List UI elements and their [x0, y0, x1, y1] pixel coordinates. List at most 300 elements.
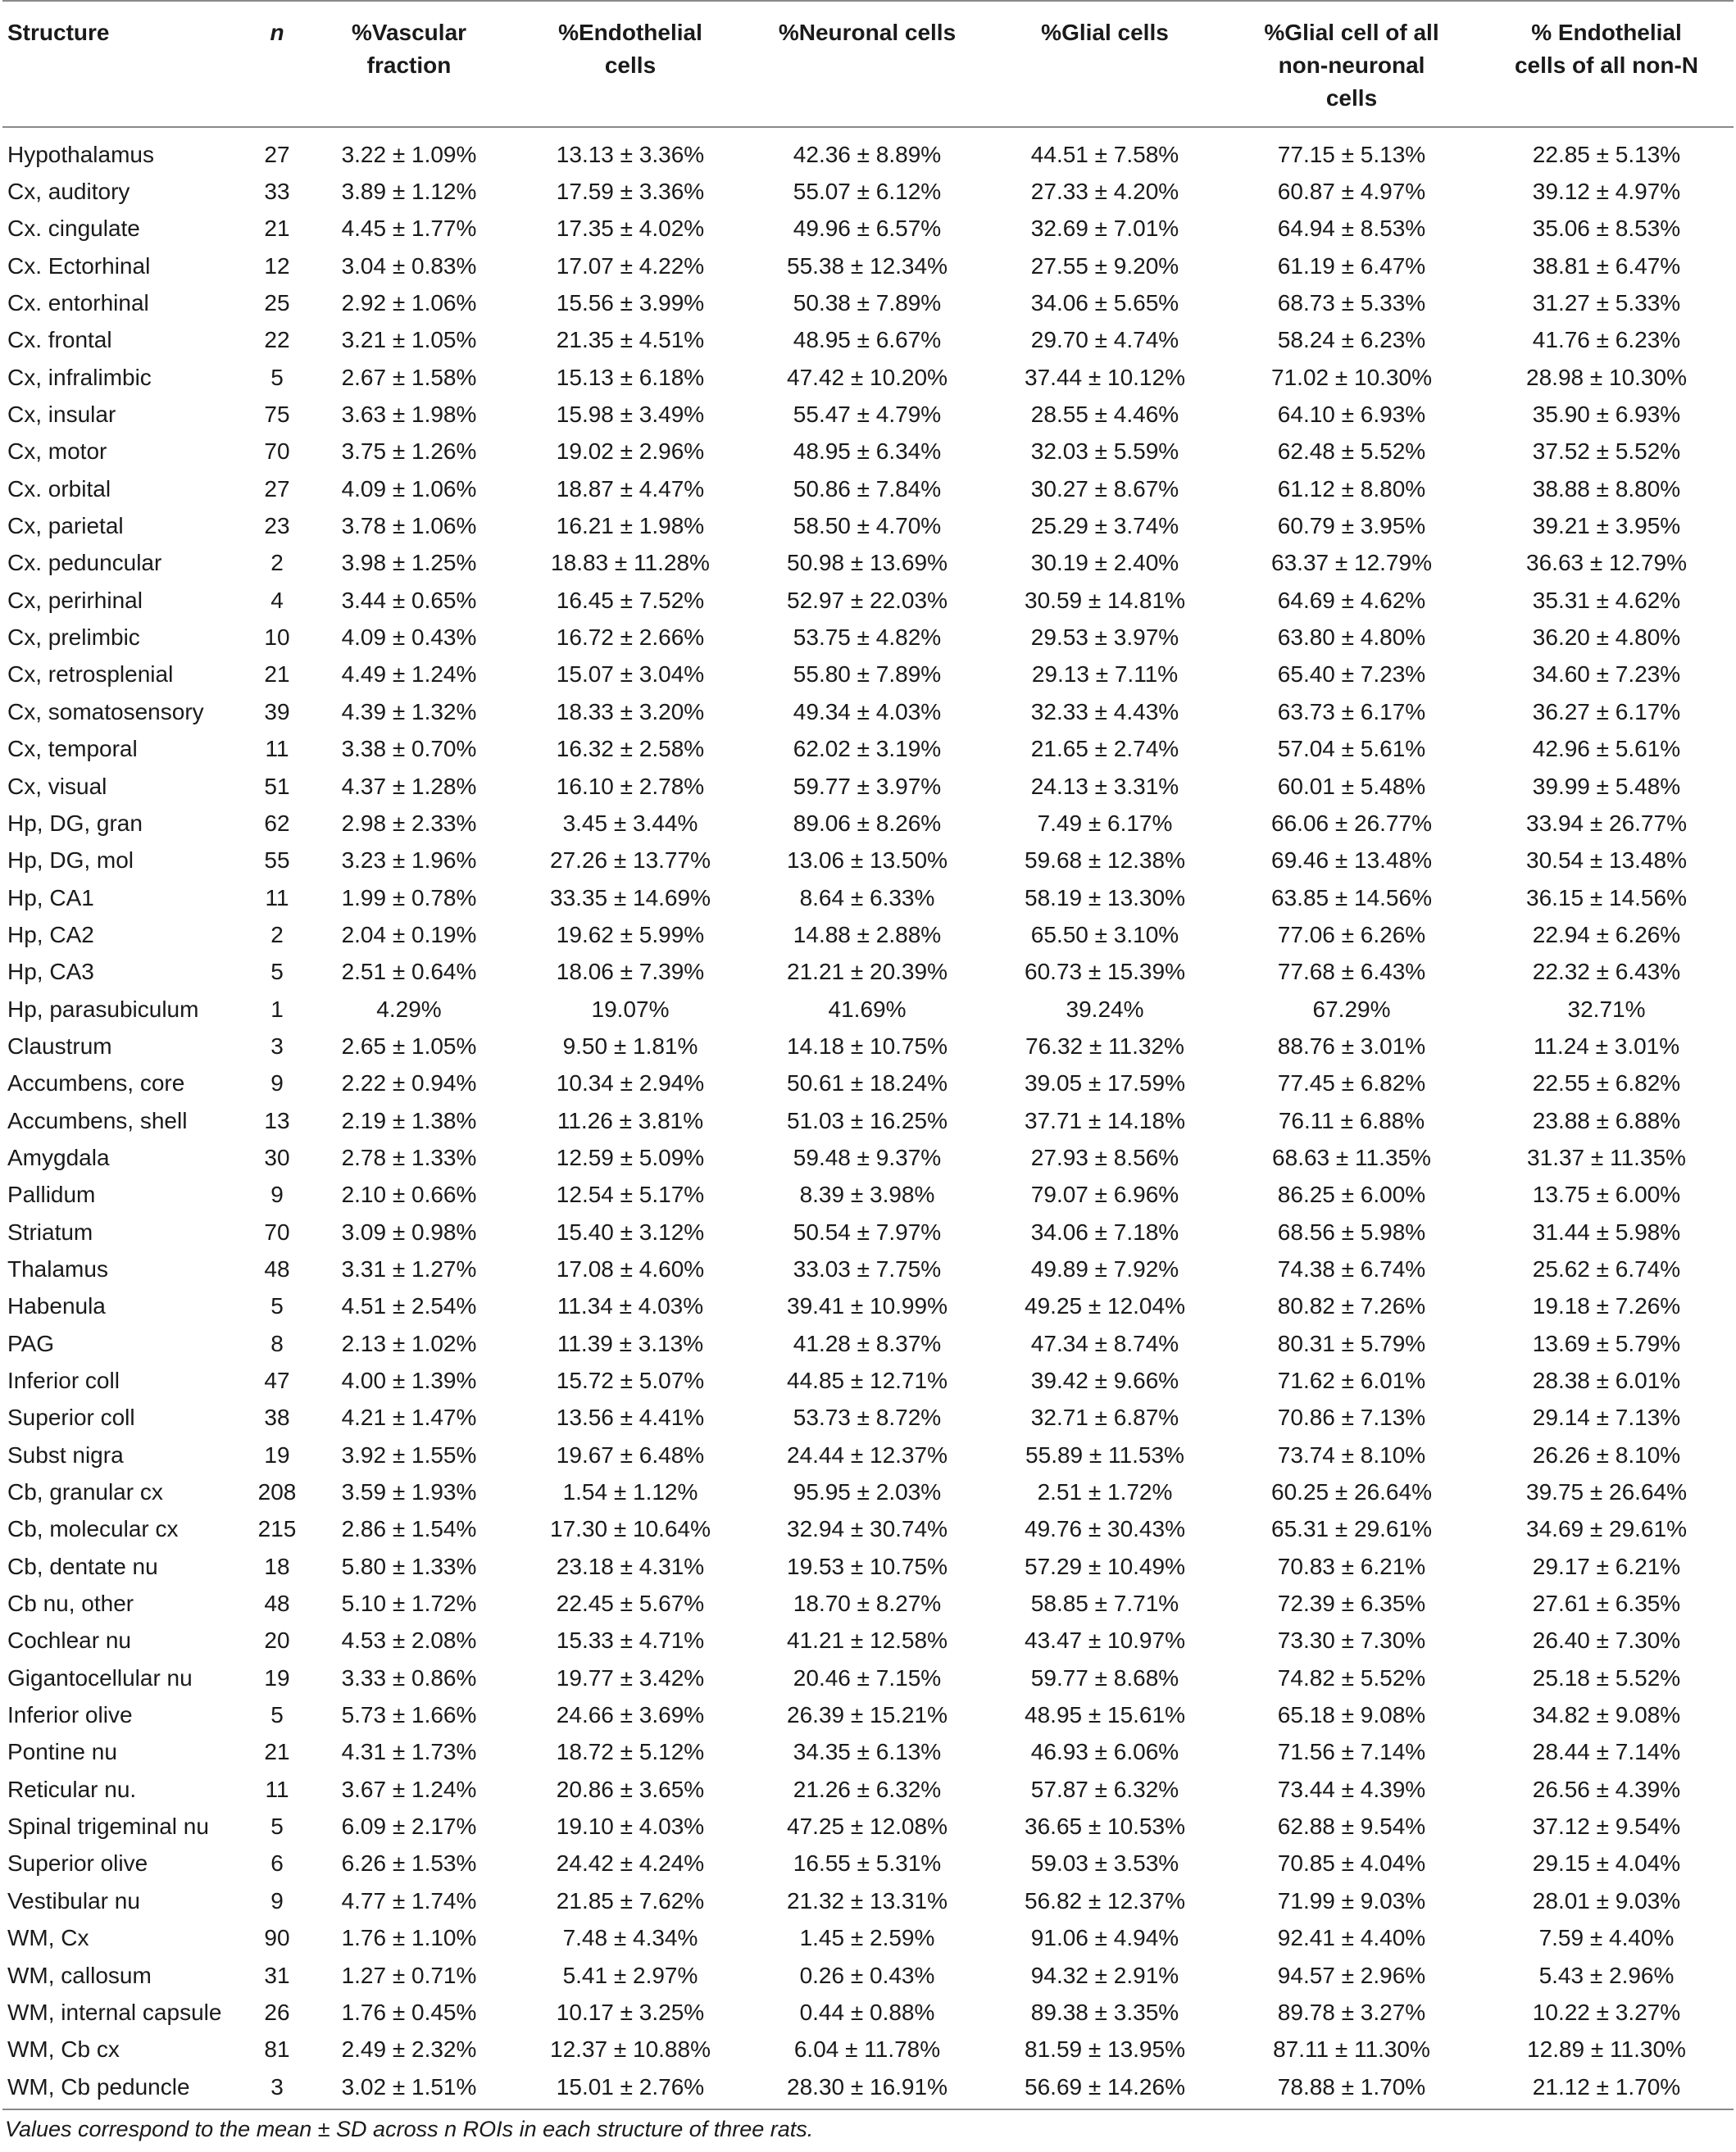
cell-vascular: 4.09 ± 1.06%	[341, 475, 477, 502]
cell-vascular: 2.10 ± 0.66%	[341, 1182, 477, 1208]
cell-neuronal: 6.04 ± 11.78%	[793, 2036, 941, 2063]
cell-neuronal: 13.06 ± 13.50%	[787, 847, 948, 874]
table-row	[2, 1548, 1734, 1585]
cell-endothelial: 15.56 ± 3.99%	[556, 290, 705, 316]
cell-vascular: 3.33 ± 0.86%	[341, 1664, 477, 1691]
cell-endothelial-non-n: 37.12 ± 9.54%	[1532, 1814, 1681, 1840]
cell-vascular: 3.02 ± 1.51%	[306, 2068, 512, 2109]
cell-endothelial: 15.72 ± 5.07%	[556, 1368, 705, 1394]
cell-endothelial: 17.59 ± 3.36%	[556, 179, 705, 205]
cell-structure: Cx, prelimbic	[7, 624, 140, 651]
cell-neuronal: 55.38 ± 12.34%	[787, 252, 948, 279]
cell-endothelial: 13.13 ± 3.36%	[556, 141, 705, 167]
cell-endothelial-non-n: 29.17 ± 6.21%	[1532, 1553, 1681, 1579]
cell-glial: 25.29 ± 3.74%	[1030, 513, 1179, 539]
cell-structure: Cb, molecular cx	[7, 1516, 179, 1542]
cell-glial: 36.65 ± 10.53%	[1025, 1814, 1185, 1840]
table-row	[2, 1585, 1734, 1622]
cell-structure: Pallidum	[7, 1182, 96, 1208]
cell-structure: Cx. orbital	[7, 475, 111, 502]
cell-neuronal: 49.96 ± 6.57%	[793, 216, 942, 242]
cell-n: 11	[265, 884, 289, 910]
cell-structure: Claustrum	[7, 1033, 112, 1059]
cell-glial-non-neuronal: 70.86 ± 7.13%	[1277, 1405, 1426, 1431]
table-row	[2, 805, 1734, 842]
cell-endothelial-non-n: 22.85 ± 5.13%	[1532, 141, 1681, 167]
cell-neuronal: 21.21 ± 20.39%	[787, 959, 948, 985]
cell-endothelial: 23.18 ± 4.31%	[556, 1553, 705, 1579]
cell-n: 47	[264, 1368, 290, 1394]
cell-glial-non-neuronal: 77.06 ± 6.26%	[1277, 921, 1426, 947]
table-row	[2, 582, 1734, 619]
cell-glial-non-neuronal: 80.31 ± 5.79%	[1277, 1330, 1426, 1356]
cell-neuronal: 52.97 ± 22.03%	[787, 587, 948, 613]
table-row	[2, 1288, 1734, 1325]
cell-glial-non-neuronal: 64.69 ± 4.62%	[1277, 587, 1426, 613]
table-header	[2, 1, 1734, 127]
cell-vascular: 4.29%	[376, 996, 442, 1022]
table-row	[2, 768, 1734, 805]
cell-neuronal: 14.18 ± 10.75%	[787, 1033, 948, 1059]
cell-neuronal: 33.03 ± 7.75%	[793, 1255, 942, 1282]
cell-endothelial-non-n: 28.38 ± 6.01%	[1532, 1368, 1681, 1394]
cell-neuronal: 48.95 ± 6.34%	[793, 438, 942, 465]
cell-structure: Thalamus	[7, 1255, 108, 1282]
cell-glial-non-neuronal: 60.25 ± 26.64%	[1271, 1479, 1432, 1505]
cell-endothelial-non-n: 13.75 ± 6.00%	[1532, 1182, 1681, 1208]
cell-neuronal: 41.28 ± 8.37%	[793, 1330, 942, 1356]
cell-endothelial: 17.07 ± 4.22%	[556, 252, 705, 279]
cell-glial-non-neuronal: 63.37 ± 12.79%	[1271, 550, 1432, 576]
cell-glial: 39.05 ± 17.59%	[1025, 1070, 1185, 1096]
cell-vascular: 2.92 ± 1.06%	[341, 290, 477, 316]
cell-endothelial-non-n: 36.15 ± 14.56%	[1526, 884, 1687, 910]
cell-glial: 57.87 ± 6.32%	[1030, 1776, 1179, 1802]
cell-vascular: 4.37 ± 1.28%	[341, 773, 477, 799]
table-row	[2, 1659, 1734, 1696]
cell-structure: WM, Cb cx	[7, 2036, 120, 2063]
table-row	[2, 1920, 1734, 1957]
cell-n: 55	[264, 847, 290, 874]
cell-structure: Cb nu, other	[7, 1591, 134, 1617]
cell-neuronal: 59.48 ± 9.37%	[793, 1144, 942, 1170]
cell-endothelial-non-n: 23.88 ± 6.88%	[1532, 1107, 1681, 1133]
cell-endothelial-non-n: 31.44 ± 5.98%	[1532, 1219, 1681, 1245]
cell-endothelial: 12.37 ± 10.88%	[550, 2036, 711, 2063]
cell-n: 12	[264, 252, 290, 279]
cell-endothelial-non-n: 39.75 ± 26.64%	[1526, 1479, 1687, 1505]
cell-n: 25	[264, 290, 290, 316]
cell-structure: Accumbens, shell	[7, 1107, 188, 1133]
cell-endothelial: 19.02 ± 2.96%	[556, 438, 705, 465]
cell-endothelial: 19.07%	[591, 996, 670, 1022]
cell-neuronal: 53.73 ± 8.72%	[793, 1405, 942, 1431]
cell-glial-non-neuronal: 73.30 ± 7.30%	[1277, 1628, 1426, 1654]
cell-endothelial-non-n: 38.81 ± 6.47%	[1532, 252, 1681, 279]
cell-glial-non-neuronal: 87.11 ± 11.30%	[1273, 2036, 1430, 2063]
cell-structure: Cx, temporal	[7, 736, 138, 762]
cell-glial-non-neuronal: 61.12 ± 8.80%	[1277, 475, 1426, 502]
table-row	[2, 1846, 1734, 1882]
cell-glial-non-neuronal: 68.73 ± 5.33%	[1277, 290, 1426, 316]
cell-endothelial: 17.08 ± 4.60%	[556, 1255, 705, 1282]
cell-neuronal: 0.26 ± 0.43%	[799, 1962, 935, 1988]
cell-glial: 59.77 ± 8.68%	[1030, 1664, 1179, 1691]
table-row	[2, 507, 1734, 544]
cell-glial: 91.06 ± 4.94%	[1030, 1925, 1179, 1951]
cell-n: 11	[265, 1776, 289, 1802]
cell-glial: 29.13 ± 7.11%	[1031, 661, 1179, 688]
cell-endothelial-non-n: 31.37 ± 11.35%	[1527, 1144, 1686, 1170]
cell-endothelial: 15.98 ± 3.49%	[556, 402, 705, 428]
table-row	[2, 1028, 1734, 1065]
cell-vascular: 2.49 ± 2.32%	[341, 2036, 477, 2063]
cell-glial: 49.25 ± 12.04%	[1025, 1293, 1185, 1319]
cell-endothelial-non-n: 25.62 ± 6.74%	[1532, 1255, 1681, 1282]
cell-n: 10	[264, 624, 290, 651]
cell-n: 90	[264, 1925, 290, 1951]
table-row	[2, 211, 1734, 247]
cell-endothelial: 11.26 ± 3.81%	[557, 1107, 704, 1133]
table-row	[2, 1994, 1734, 2031]
cell-endothelial: 22.45 ± 5.67%	[556, 1591, 705, 1617]
table-body	[2, 127, 1734, 2109]
cell-glial-non-neuronal: 66.06 ± 26.77%	[1271, 810, 1432, 836]
cell-endothelial: 19.77 ± 3.42%	[556, 1664, 705, 1691]
cell-n: 215	[257, 1516, 297, 1542]
cell-glial-non-neuronal: 62.88 ± 9.54%	[1277, 1814, 1426, 1840]
cell-neuronal: 18.70 ± 8.27%	[793, 1591, 942, 1617]
cell-vascular: 4.49 ± 1.24%	[341, 661, 477, 688]
cell-structure: Cx, somatosensory	[7, 698, 204, 724]
table-row	[2, 991, 1734, 1028]
cell-endothelial: 16.32 ± 2.58%	[556, 736, 705, 762]
cell-glial-non-neuronal: 89.78 ± 3.27%	[1277, 1999, 1426, 2025]
cell-glial-non-neuronal: 71.99 ± 9.03%	[1277, 1887, 1426, 1914]
cell-glial: 57.29 ± 10.49%	[1025, 1553, 1185, 1579]
cell-vascular: 2.98 ± 2.33%	[341, 810, 477, 836]
cell-n: 5	[270, 1293, 284, 1319]
cell-glial-non-neuronal: 60.87 ± 4.97%	[1277, 179, 1426, 205]
cell-endothelial-non-n: 19.18 ± 7.26%	[1532, 1293, 1681, 1319]
cell-glial-non-neuronal: 60.01 ± 5.48%	[1277, 773, 1426, 799]
cell-glial: 21.65 ± 2.74%	[1030, 736, 1179, 762]
cell-glial: 59.68 ± 12.38%	[1025, 847, 1185, 874]
cell-glial: 46.93 ± 6.06%	[1030, 1739, 1179, 1765]
cell-glial-non-neuronal: 71.02 ± 10.30%	[1271, 364, 1432, 390]
cell-structure: WM, Cb peduncle	[2, 2068, 248, 2109]
cell-endothelial-non-n: 31.27 ± 5.33%	[1532, 290, 1681, 316]
cell-structure: Cx. Ectorhinal	[7, 252, 151, 279]
table-row	[2, 173, 1734, 210]
cell-endothelial: 21.85 ± 7.62%	[556, 1887, 705, 1914]
cell-endothelial-non-n: 10.22 ± 3.27%	[1532, 1999, 1681, 2025]
cell-glial-non-neuronal: 63.85 ± 14.56%	[1271, 884, 1432, 910]
cell-glial-non-neuronal: 64.94 ± 8.53%	[1277, 216, 1426, 242]
cell-glial: 32.33 ± 4.43%	[1030, 698, 1179, 724]
cell-endothelial: 33.35 ± 14.69%	[550, 884, 711, 910]
cell-n: 62	[264, 810, 290, 836]
cell-neuronal: 50.54 ± 7.97%	[793, 1219, 942, 1245]
cell-glial-non-neuronal: 76.11 ± 6.88%	[1278, 1107, 1425, 1133]
table-row	[2, 879, 1734, 916]
cell-neuronal: 50.98 ± 13.69%	[787, 550, 948, 576]
cell-endothelial-non-n: 11.24 ± 3.01%	[1533, 1033, 1680, 1059]
cell-structure: Pontine nu	[7, 1739, 117, 1765]
cell-glial: 56.82 ± 12.37%	[1025, 1887, 1185, 1914]
cell-n: 9	[270, 1070, 284, 1096]
cell-n: 9	[270, 1182, 284, 1208]
cell-endothelial-non-n: 29.14 ± 7.13%	[1532, 1405, 1681, 1431]
table-row	[2, 1957, 1734, 1994]
cell-structure: Hp, CA2	[7, 921, 94, 947]
cell-vascular: 2.19 ± 1.38%	[341, 1107, 477, 1133]
cell-neuronal: 50.86 ± 7.84%	[793, 475, 942, 502]
cell-glial-non-neuronal: 57.04 ± 5.61%	[1277, 736, 1426, 762]
cell-glial: 29.70 ± 4.74%	[1030, 327, 1179, 353]
cell-structure: WM, internal capsule	[7, 1999, 222, 2025]
header-endothelial-non-n: % Endothelial cells of all non-N	[1479, 1, 1734, 127]
table-row	[2, 322, 1734, 359]
cell-endothelial: 16.10 ± 2.78%	[556, 773, 705, 799]
cell-glial-non-neuronal: 80.82 ± 7.26%	[1277, 1293, 1426, 1319]
cell-endothelial: 16.72 ± 2.66%	[556, 624, 705, 651]
cell-endothelial: 19.10 ± 4.03%	[556, 1814, 705, 1840]
cell-endothelial: 7.48 ± 4.34%	[562, 1925, 698, 1951]
cell-neuronal: 0.44 ± 0.88%	[799, 1999, 935, 2025]
cell-glial-non-neuronal: 68.63 ± 11.35%	[1272, 1144, 1431, 1170]
cell-vascular: 4.45 ± 1.77%	[341, 216, 477, 242]
cell-neuronal: 55.07 ± 6.12%	[793, 179, 942, 205]
cell-n: 75	[264, 402, 290, 428]
cell-structure: Accumbens, core	[7, 1070, 185, 1096]
table-row	[2, 396, 1734, 433]
cell-glial-non-neuronal: 86.25 ± 6.00%	[1277, 1182, 1426, 1208]
cell-endothelial-non-n: 42.96 ± 5.61%	[1532, 736, 1681, 762]
cell-glial: 79.07 ± 6.96%	[1030, 1182, 1179, 1208]
cell-neuronal: 8.39 ± 3.98%	[799, 1182, 935, 1208]
cell-glial: 27.55 ± 9.20%	[1030, 252, 1179, 279]
cell-n: 70	[264, 438, 290, 465]
cell-glial: 76.32 ± 11.32%	[1025, 1033, 1184, 1059]
cell-glial-non-neuronal: 69.46 ± 13.48%	[1271, 847, 1432, 874]
table-row	[2, 2068, 1734, 2109]
cell-glial-non-neuronal: 78.88 ± 1.70%	[1224, 2068, 1479, 2109]
table-row	[2, 1214, 1734, 1251]
cell-endothelial-non-n: 30.54 ± 13.48%	[1526, 847, 1687, 874]
cell-endothelial-non-n: 29.15 ± 4.04%	[1532, 1850, 1681, 1877]
cell-glial-non-neuronal: 65.40 ± 7.23%	[1277, 661, 1426, 688]
cell-n: 3	[248, 2068, 306, 2109]
cell-vascular: 5.73 ± 1.66%	[341, 1702, 477, 1728]
table-row	[2, 2032, 1734, 2068]
data-table	[2, 0, 1734, 2110]
cell-endothelial: 17.30 ± 10.64%	[550, 1516, 711, 1542]
cell-structure: Cx, parietal	[7, 513, 124, 539]
cell-n: 38	[264, 1405, 290, 1431]
table-row	[2, 545, 1734, 582]
cell-structure: Cx, insular	[7, 402, 116, 428]
cell-vascular: 2.22 ± 0.94%	[341, 1070, 477, 1096]
cell-neuronal: 39.41 ± 10.99%	[787, 1293, 948, 1319]
cell-n: 19	[264, 1664, 290, 1691]
cell-vascular: 3.63 ± 1.98%	[341, 402, 477, 428]
cell-structure: Striatum	[7, 1219, 93, 1245]
table-row	[2, 1437, 1734, 1473]
cell-glial: 43.47 ± 10.97%	[1025, 1628, 1185, 1654]
cell-vascular: 2.13 ± 1.02%	[341, 1330, 477, 1356]
cell-glial: 28.55 ± 4.46%	[1030, 402, 1179, 428]
cell-vascular: 2.86 ± 1.54%	[341, 1516, 477, 1542]
cell-glial: 94.32 ± 2.91%	[1030, 1962, 1179, 1988]
cell-endothelial-non-n: 34.60 ± 7.23%	[1532, 661, 1681, 688]
cell-vascular: 4.31 ± 1.73%	[341, 1739, 477, 1765]
cell-glial-non-neuronal: 71.56 ± 7.14%	[1277, 1739, 1426, 1765]
cell-glial: 37.44 ± 10.12%	[1025, 364, 1185, 390]
cell-endothelial-non-n: 26.40 ± 7.30%	[1532, 1628, 1681, 1654]
cell-vascular: 4.53 ± 2.08%	[341, 1628, 477, 1654]
cell-n: 26	[264, 1999, 290, 2025]
cell-glial: 58.85 ± 7.71%	[1030, 1591, 1179, 1617]
cell-endothelial-non-n: 27.61 ± 6.35%	[1532, 1591, 1681, 1617]
cell-structure: Cb, dentate nu	[7, 1553, 158, 1579]
table-row	[2, 1734, 1734, 1771]
cell-n: 27	[264, 475, 290, 502]
cell-glial: 27.93 ± 8.56%	[1030, 1144, 1179, 1170]
cell-glial-non-neuronal: 63.80 ± 4.80%	[1277, 624, 1426, 651]
table-row	[2, 434, 1734, 470]
cell-neuronal: 34.35 ± 6.13%	[793, 1739, 942, 1765]
cell-n: 33	[264, 179, 290, 205]
cell-endothelial: 16.21 ± 1.98%	[556, 513, 705, 539]
cell-glial: 59.03 ± 3.53%	[1030, 1850, 1179, 1877]
cell-glial-non-neuronal: 65.18 ± 9.08%	[1277, 1702, 1426, 1728]
cell-endothelial: 17.35 ± 4.02%	[556, 216, 705, 242]
cell-structure: WM, Cx	[7, 1925, 89, 1951]
cell-n: 4	[270, 587, 284, 613]
cell-endothelial-non-n: 34.69 ± 29.61%	[1526, 1516, 1687, 1542]
cell-n: 8	[270, 1330, 284, 1356]
cell-structure: Reticular nu.	[7, 1776, 137, 1802]
cell-n: 48	[264, 1255, 290, 1282]
cell-neuronal: 50.61 ± 18.24%	[787, 1070, 948, 1096]
cell-endothelial: 21.35 ± 4.51%	[556, 327, 705, 353]
cell-endothelial-non-n: 38.88 ± 8.80%	[1532, 475, 1681, 502]
table-row	[2, 1623, 1734, 1659]
table-row	[2, 1400, 1734, 1437]
cell-vascular: 3.78 ± 1.06%	[341, 513, 477, 539]
cell-glial: 34.06 ± 5.65%	[1030, 290, 1179, 316]
cell-glial-non-neuronal: 58.24 ± 6.23%	[1277, 327, 1426, 353]
cell-neuronal: 28.30 ± 16.91%	[748, 2068, 986, 2109]
cell-endothelial-non-n: 21.12 ± 1.70%	[1479, 2068, 1734, 2109]
cell-glial: 30.19 ± 2.40%	[1030, 550, 1179, 576]
cell-vascular: 3.67 ± 1.24%	[341, 1776, 477, 1802]
cell-vascular: 3.92 ± 1.55%	[341, 1441, 477, 1468]
table-row	[2, 954, 1734, 991]
table-row	[2, 284, 1734, 321]
cell-endothelial-non-n: 26.56 ± 4.39%	[1532, 1776, 1681, 1802]
cell-structure: Inferior coll	[7, 1368, 120, 1394]
cell-endothelial-non-n: 41.76 ± 6.23%	[1532, 327, 1681, 353]
table-row	[2, 1251, 1734, 1287]
cell-vascular: 3.98 ± 1.25%	[341, 550, 477, 576]
cell-n: 51	[264, 773, 290, 799]
cell-endothelial: 15.40 ± 3.12%	[556, 1219, 705, 1245]
cell-endothelial-non-n: 36.20 ± 4.80%	[1532, 624, 1681, 651]
cell-structure: Cb, granular cx	[7, 1479, 163, 1505]
cell-vascular: 3.04 ± 0.83%	[341, 252, 477, 279]
cell-neuronal: 53.75 ± 4.82%	[793, 624, 942, 651]
cell-endothelial: 18.06 ± 7.39%	[556, 959, 705, 985]
cell-neuronal: 55.80 ± 7.89%	[793, 661, 942, 688]
cell-glial: 39.42 ± 9.66%	[1030, 1368, 1179, 1394]
cell-neuronal: 49.34 ± 4.03%	[793, 698, 942, 724]
cell-neuronal: 47.42 ± 10.20%	[787, 364, 948, 390]
table-row	[2, 1177, 1734, 1214]
cell-glial: 65.50 ± 3.10%	[1030, 921, 1179, 947]
cell-endothelial: 15.07 ± 3.04%	[556, 661, 705, 688]
cell-vascular: 3.21 ± 1.05%	[341, 327, 477, 353]
cell-glial-non-neuronal: 73.74 ± 8.10%	[1277, 1441, 1426, 1468]
cell-structure: Hp, DG, mol	[7, 847, 134, 874]
cell-endothelial-non-n: 36.63 ± 12.79%	[1526, 550, 1687, 576]
cell-n: 3	[270, 1033, 284, 1059]
cell-structure: Hp, CA3	[7, 959, 94, 985]
cell-neuronal: 41.69%	[828, 996, 907, 1022]
cell-glial-non-neuronal: 73.44 ± 4.39%	[1277, 1776, 1426, 1802]
cell-n: 5	[270, 364, 284, 390]
cell-endothelial: 11.39 ± 3.13%	[557, 1330, 704, 1356]
cell-vascular: 1.27 ± 0.71%	[341, 1962, 477, 1988]
cell-vascular: 6.09 ± 2.17%	[341, 1814, 477, 1840]
cell-structure: Cx, auditory	[7, 179, 130, 205]
cell-neuronal: 62.02 ± 3.19%	[793, 736, 942, 762]
table-row	[2, 359, 1734, 396]
cell-structure: Cochlear nu	[7, 1628, 131, 1654]
cell-vascular: 4.00 ± 1.39%	[341, 1368, 477, 1394]
cell-endothelial: 12.54 ± 5.17%	[556, 1182, 705, 1208]
cell-structure: Spinal trigeminal nu	[7, 1814, 209, 1840]
cell-endothelial: 1.54 ± 1.12%	[562, 1479, 698, 1505]
cell-endothelial: 15.13 ± 6.18%	[556, 364, 705, 390]
header-glial-non-neuronal: %Glial cell of all non-neuronal cells	[1224, 1, 1479, 127]
cell-endothelial-non-n: 13.69 ± 5.79%	[1532, 1330, 1681, 1356]
cell-glial: 27.33 ± 4.20%	[1030, 179, 1179, 205]
cell-glial-non-neuronal: 72.39 ± 6.35%	[1277, 1591, 1426, 1617]
cell-neuronal: 21.26 ± 6.32%	[793, 1776, 942, 1802]
cell-structure: Cx. cingulate	[7, 216, 140, 242]
cell-glial-non-neuronal: 74.38 ± 6.74%	[1277, 1255, 1426, 1282]
cell-structure: Habenula	[7, 1293, 106, 1319]
cell-vascular: 1.76 ± 0.45%	[341, 1999, 477, 2025]
cell-vascular: 1.76 ± 1.10%	[341, 1925, 477, 1951]
cell-vascular: 3.75 ± 1.26%	[341, 438, 477, 465]
header-glial-cells: %Glial cells	[986, 1, 1224, 127]
cell-vascular: 4.09 ± 0.43%	[341, 624, 477, 651]
cell-glial: 56.69 ± 14.26%	[986, 2068, 1224, 2109]
cell-structure: Hp, DG, gran	[7, 810, 143, 836]
cell-glial-non-neuronal: 92.41 ± 4.40%	[1277, 1925, 1426, 1951]
header-structure: Structure	[2, 1, 248, 127]
cell-glial: 32.03 ± 5.59%	[1030, 438, 1179, 465]
cell-vascular: 3.22 ± 1.09%	[341, 141, 477, 167]
cell-endothelial-non-n: 7.59 ± 4.40%	[1538, 1925, 1675, 1951]
cell-glial-non-neuronal: 65.31 ± 29.61%	[1271, 1516, 1432, 1542]
cell-glial-non-neuronal: 70.83 ± 6.21%	[1277, 1553, 1426, 1579]
cell-neuronal: 51.03 ± 16.25%	[787, 1107, 948, 1133]
cell-vascular: 2.78 ± 1.33%	[341, 1144, 477, 1170]
